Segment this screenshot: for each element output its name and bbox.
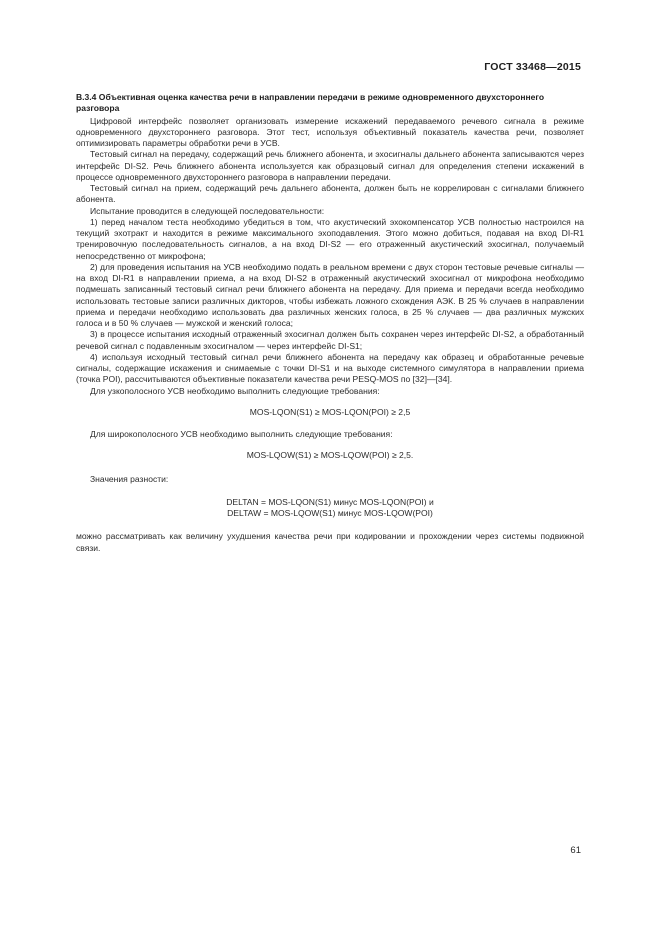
difference-formulas (76, 497, 584, 520)
paragraph: Испытание проводится в следующей последовательности: (90, 205, 325, 216)
difference-intro: Значения разности: (90, 473, 169, 484)
list-item: 2) для проведения испытания на УСВ необходимо подать в реальном времени с двух сторон тестовые речевые сигналы — на вход DI-R1 в направлении приема, а на вход DI-S2 в отраженный акустический эхосигнал от микрофона необходимо подмешать записанный тестовый сигнал речи ближнего абонента на передачу. Для приема и передачи всегда необходимо использовать тестовые записи различных дикторов, чтобы избежать ложного схождения АЭК. В 25 % случаев в направлении приема и передачи необходимо использовать два различных женских голоса, в 25 % случаев — два различных мужских голоса и в 50 % случаев — мужской и женский голоса; (76, 261, 584, 328)
narrowband-formula: MOS-LQON(S1) ≥ MOS-LQON(POI) ≥ 2,5 (249, 406, 411, 417)
conclusion-paragraph: можно рассматривать как величину ухудшения качества речи при кодировании и прохождении через системы подвижной связи. (76, 531, 584, 553)
paragraph: Тестовый сигнал на передачу, содержащий речь ближнего абонента, и эхосигналы дальнего абонента записываются через интерфейс DI-S2. Речь ближнего абонента используется как образцовый сигнал для определения степени искажений в процессе одновременного двухстороннего разговора в направлении передачи. (76, 149, 584, 182)
list-item: 4) используя исходный тестовый сигнал речи ближнего абонента на передачу как образец и обработанные речевые сигналы, содержащие искажения и снимаемые с точки DI-S1 и на выходе системного симулятора в направлении приема (точка POI), рассчитываются объективные показатели качества речи PESQ-MOS по [32]—[34]. (76, 351, 584, 385)
list-item: 1) перед началом теста необходимо убедиться в том, что акустический эхокомпенсатор УСВ полностью настроился на текущий эхотракт и находится в режиме максимального эхоподавления. Этого можно добиться, подавая на вход DI-R1 тренировочную последовательность сигналов, а на вход DI-S2 — его отраженный акустический эхосигнал, получаемый непосредственно от микрофона; (76, 216, 584, 261)
delta-w-formula: DELTAW = MOS-LQOW(S1) минус MOS-LQOW(POI) (227, 508, 433, 518)
section-body (76, 92, 584, 554)
section-heading: B.3.4 Объективная оценка качества речи в направлении передачи в режиме одновременного двухстороннего разговора (76, 92, 545, 114)
wideband-formula: MOS-LQOW(S1) ≥ MOS-LQOW(POI) ≥ 2,5. (246, 450, 414, 461)
list-item: 3) в процессе испытания исходный отраженный эхосигнал должен быть сохранен через интерфейс DI-S2, а обработанный речевой сигнал с подавленным эхосигналом — через интерфейс DI-S1; (76, 329, 584, 351)
page-number: 61 (570, 845, 581, 856)
paragraph: Тестовый сигнал на прием, содержащий речь дальнего абонента, должен быть не коррелирован с сигналами ближнего абонента. (76, 183, 584, 205)
wideband-intro: Для широкополосного УСВ необходимо выполнить следующие требования: (90, 429, 393, 439)
narrowband-intro: Для узкополосного УСВ необходимо выполнить следующие требования: (90, 385, 380, 396)
standard-code: ГОСТ 33468—2015 (484, 61, 581, 73)
delta-n-formula: DELTAN = MOS-LQON(S1) минус MOS-LQON(POI) и (226, 496, 434, 507)
paragraph: Цифровой интерфейс позволяет организовать измерение искажений передаваемого речевого сигнала в режиме одновременного двухстороннего разговора. Этот тест, используя объективный показатель качества речи, позволяет оптимизировать параметры обработки речи в УСВ. (76, 115, 584, 148)
